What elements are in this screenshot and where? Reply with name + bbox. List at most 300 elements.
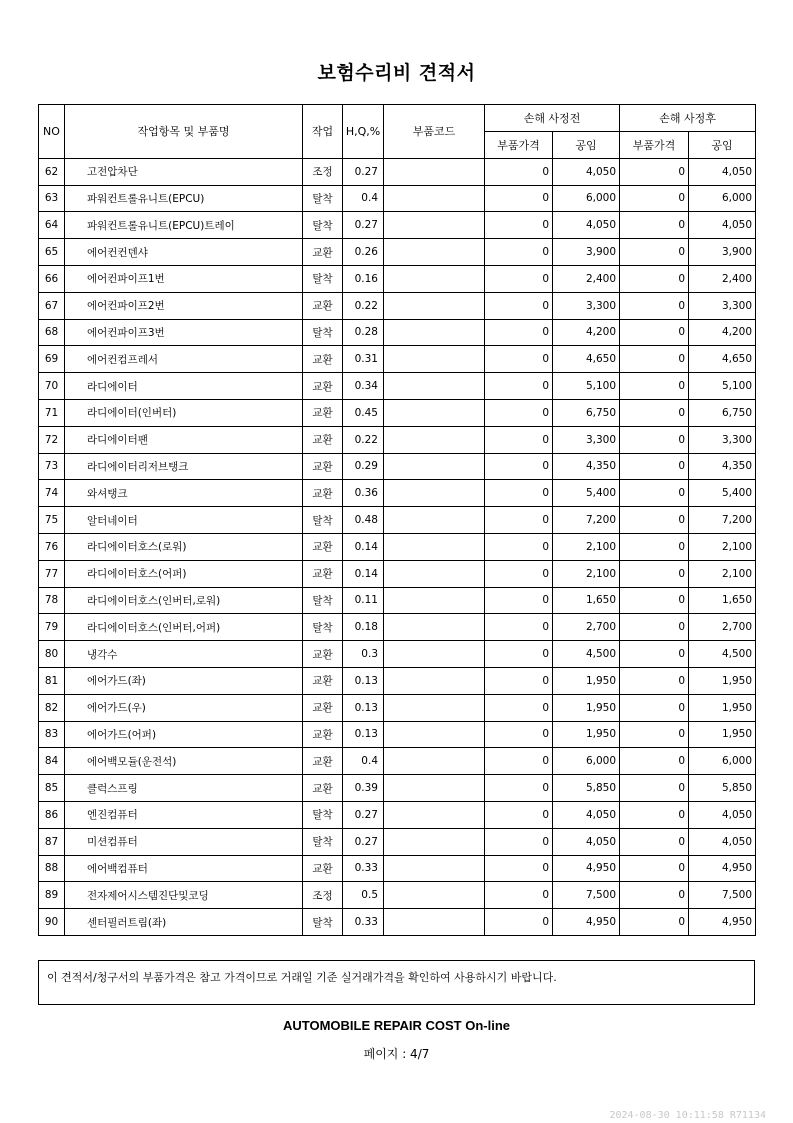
cell-after-part-price: 0 <box>620 453 689 480</box>
cell-work-type: 탈착 <box>303 185 343 212</box>
cell-work-type: 탈착 <box>303 801 343 828</box>
cell-work-type: 교환 <box>303 641 343 668</box>
cell-before-part-price: 0 <box>485 614 553 641</box>
cell-part-code <box>384 507 485 534</box>
table-row <box>39 587 756 614</box>
cell-item-name: 미션컴퓨터 <box>65 828 303 855</box>
cell-before-labor: 1,950 <box>553 721 620 748</box>
page-number: 페이지 : 4/7 <box>363 1047 430 1061</box>
cell-after-part-price: 0 <box>620 319 689 346</box>
cell-item-name: 에어컨컨덴샤 <box>65 239 303 266</box>
cell-hq: 0.16 <box>343 265 384 292</box>
cell-after-part-price: 0 <box>620 828 689 855</box>
cell-work-type: 교환 <box>303 399 343 426</box>
cell-before-labor: 5,100 <box>553 373 620 400</box>
cell-before-labor: 2,700 <box>553 614 620 641</box>
cell-hq: 0.27 <box>343 828 384 855</box>
cell-after-labor: 6,000 <box>689 185 756 212</box>
cell-part-code <box>384 265 485 292</box>
cell-after-part-price: 0 <box>620 909 689 936</box>
table-row <box>39 399 756 426</box>
cell-work-type: 교환 <box>303 667 343 694</box>
cell-hq: 0.26 <box>343 239 384 266</box>
cell-after-part-price: 0 <box>620 801 689 828</box>
header-hq: H,Q,% <box>343 105 384 159</box>
table-row <box>39 775 756 802</box>
header-after-part-price: 부품가격 <box>620 132 689 159</box>
cell-work-type: 교환 <box>303 533 343 560</box>
cell-hq: 0.13 <box>343 721 384 748</box>
cell-after-labor: 5,100 <box>689 373 756 400</box>
cell-before-part-price: 0 <box>485 319 553 346</box>
cell-before-part-price: 0 <box>485 507 553 534</box>
cell-hq: 0.45 <box>343 399 384 426</box>
cell-before-labor: 4,350 <box>553 453 620 480</box>
cell-before-labor: 3,300 <box>553 292 620 319</box>
cell-no: 89 <box>39 882 65 909</box>
cell-work-type: 탈착 <box>303 828 343 855</box>
cell-work-type: 교환 <box>303 775 343 802</box>
cell-part-code <box>384 185 485 212</box>
cell-before-labor: 7,500 <box>553 882 620 909</box>
cell-after-labor: 4,950 <box>689 909 756 936</box>
cell-after-part-price: 0 <box>620 775 689 802</box>
cell-after-labor: 3,300 <box>689 426 756 453</box>
cell-before-labor: 4,650 <box>553 346 620 373</box>
cell-before-labor: 3,300 <box>553 426 620 453</box>
table-row <box>39 373 756 400</box>
cell-item-name: 에어컨컴프레서 <box>65 346 303 373</box>
cell-no: 80 <box>39 641 65 668</box>
cell-no: 67 <box>39 292 65 319</box>
cell-before-part-price: 0 <box>485 909 553 936</box>
cell-no: 62 <box>39 158 65 185</box>
cell-hq: 0.4 <box>343 748 384 775</box>
cell-hq: 0.33 <box>343 855 384 882</box>
cell-before-part-price: 0 <box>485 399 553 426</box>
header-item: 작업항목 및 부품명 <box>65 105 303 159</box>
cell-no: 83 <box>39 721 65 748</box>
cell-before-labor: 4,500 <box>553 641 620 668</box>
cell-no: 68 <box>39 319 65 346</box>
cell-no: 79 <box>39 614 65 641</box>
cell-after-labor: 4,500 <box>689 641 756 668</box>
cell-hq: 0.33 <box>343 909 384 936</box>
cell-work-type: 조정 <box>303 882 343 909</box>
cell-before-part-price: 0 <box>485 292 553 319</box>
cell-work-type: 탈착 <box>303 587 343 614</box>
cell-item-name: 에어가드(어퍼) <box>65 721 303 748</box>
cell-no: 84 <box>39 748 65 775</box>
cell-no: 86 <box>39 801 65 828</box>
cell-before-labor: 1,950 <box>553 694 620 721</box>
cell-before-part-price: 0 <box>485 801 553 828</box>
cell-work-type: 탈착 <box>303 614 343 641</box>
cell-part-code <box>384 721 485 748</box>
cell-part-code <box>384 346 485 373</box>
table-row <box>39 882 756 909</box>
cell-part-code <box>384 158 485 185</box>
cell-hq: 0.27 <box>343 801 384 828</box>
cell-before-part-price: 0 <box>485 158 553 185</box>
table-row <box>39 560 756 587</box>
cell-hq: 0.39 <box>343 775 384 802</box>
cell-before-labor: 4,950 <box>553 855 620 882</box>
cell-no: 87 <box>39 828 65 855</box>
header-before-adjust: 손해 사정전 <box>485 105 620 132</box>
cell-after-labor: 2,400 <box>689 265 756 292</box>
cell-before-part-price: 0 <box>485 239 553 266</box>
cell-item-name: 에어컨파이프3번 <box>65 319 303 346</box>
cell-item-name: 라디에이터(인버터) <box>65 399 303 426</box>
table-row <box>39 346 756 373</box>
cell-no: 71 <box>39 399 65 426</box>
cell-no: 74 <box>39 480 65 507</box>
cell-work-type: 탈착 <box>303 909 343 936</box>
cell-item-name: 라디에이터팬 <box>65 426 303 453</box>
cell-before-part-price: 0 <box>485 828 553 855</box>
cell-part-code <box>384 292 485 319</box>
cell-item-name: 에어컨파이프1번 <box>65 265 303 292</box>
cell-after-labor: 2,100 <box>689 560 756 587</box>
cell-before-labor: 6,000 <box>553 748 620 775</box>
cell-no: 78 <box>39 587 65 614</box>
cell-after-part-price: 0 <box>620 373 689 400</box>
cell-work-type: 교환 <box>303 426 343 453</box>
cell-after-part-price: 0 <box>620 480 689 507</box>
table-row <box>39 185 756 212</box>
cell-after-labor: 4,350 <box>689 453 756 480</box>
cell-work-type: 교환 <box>303 855 343 882</box>
cell-before-part-price: 0 <box>485 748 553 775</box>
cell-hq: 0.29 <box>343 453 384 480</box>
cell-before-labor: 4,950 <box>553 909 620 936</box>
cell-hq: 0.13 <box>343 667 384 694</box>
table-row <box>39 801 756 828</box>
cell-hq: 0.14 <box>343 533 384 560</box>
cell-work-type: 교환 <box>303 453 343 480</box>
cell-after-labor: 4,200 <box>689 319 756 346</box>
cell-after-part-price: 0 <box>620 748 689 775</box>
cell-after-labor: 1,950 <box>689 667 756 694</box>
estimate-table <box>38 104 756 936</box>
cell-item-name: 냉각수 <box>65 641 303 668</box>
cell-no: 72 <box>39 426 65 453</box>
cell-before-part-price: 0 <box>485 587 553 614</box>
cell-before-part-price: 0 <box>485 667 553 694</box>
cell-hq: 0.22 <box>343 426 384 453</box>
cell-after-labor: 4,050 <box>689 158 756 185</box>
cell-before-labor: 4,050 <box>553 801 620 828</box>
cell-part-code <box>384 319 485 346</box>
cell-before-part-price: 0 <box>485 775 553 802</box>
cell-no: 77 <box>39 560 65 587</box>
header-no: NO <box>39 105 65 159</box>
cell-before-part-price: 0 <box>485 480 553 507</box>
cell-before-labor: 1,650 <box>553 587 620 614</box>
cell-after-labor: 3,900 <box>689 239 756 266</box>
cell-work-type: 교환 <box>303 748 343 775</box>
cell-part-code <box>384 239 485 266</box>
cell-after-part-price: 0 <box>620 855 689 882</box>
cell-item-name: 알터네이터 <box>65 507 303 534</box>
cell-hq: 0.18 <box>343 614 384 641</box>
cell-item-name: 센터필러트림(좌) <box>65 909 303 936</box>
cell-after-labor: 4,050 <box>689 801 756 828</box>
cell-hq: 0.28 <box>343 319 384 346</box>
cell-before-labor: 4,050 <box>553 212 620 239</box>
cell-after-labor: 7,500 <box>689 882 756 909</box>
cell-before-part-price: 0 <box>485 265 553 292</box>
cell-no: 76 <box>39 533 65 560</box>
cell-after-part-price: 0 <box>620 239 689 266</box>
document-title: 보험수리비 견적서 <box>317 62 476 84</box>
cell-after-labor: 5,850 <box>689 775 756 802</box>
cell-before-labor: 1,950 <box>553 667 620 694</box>
table-row <box>39 694 756 721</box>
cell-before-labor: 2,100 <box>553 560 620 587</box>
cell-hq: 0.36 <box>343 480 384 507</box>
cell-item-name: 에어백모듈(운전석) <box>65 748 303 775</box>
cell-part-code <box>384 533 485 560</box>
cell-work-type: 교환 <box>303 480 343 507</box>
table-row <box>39 426 756 453</box>
cell-item-name: 라디에이터호스(인버터,어퍼) <box>65 614 303 641</box>
cell-item-name: 라디에이터리저브탱크 <box>65 453 303 480</box>
table-row <box>39 641 756 668</box>
cell-before-part-price: 0 <box>485 346 553 373</box>
table-row <box>39 721 756 748</box>
cell-after-part-price: 0 <box>620 560 689 587</box>
cell-work-type: 탈착 <box>303 265 343 292</box>
cell-after-labor: 2,700 <box>689 614 756 641</box>
cell-part-code <box>384 426 485 453</box>
cell-after-part-price: 0 <box>620 399 689 426</box>
cell-after-labor: 7,200 <box>689 507 756 534</box>
cell-after-part-price: 0 <box>620 882 689 909</box>
cell-after-part-price: 0 <box>620 507 689 534</box>
cell-item-name: 고전압차단 <box>65 158 303 185</box>
table-row <box>39 855 756 882</box>
cell-before-labor: 2,400 <box>553 265 620 292</box>
table-row <box>39 748 756 775</box>
cell-work-type: 교환 <box>303 292 343 319</box>
cell-after-labor: 4,050 <box>689 212 756 239</box>
table-row <box>39 909 756 936</box>
cell-before-part-price: 0 <box>485 641 553 668</box>
cell-part-code <box>384 399 485 426</box>
cell-no: 63 <box>39 185 65 212</box>
cell-before-labor: 6,000 <box>553 185 620 212</box>
cell-before-labor: 4,050 <box>553 158 620 185</box>
cell-before-labor: 2,100 <box>553 533 620 560</box>
cell-work-type: 조정 <box>303 158 343 185</box>
cell-hq: 0.34 <box>343 373 384 400</box>
cell-before-part-price: 0 <box>485 882 553 909</box>
cell-after-part-price: 0 <box>620 292 689 319</box>
cell-after-labor: 1,950 <box>689 721 756 748</box>
table-row <box>39 453 756 480</box>
cell-after-part-price: 0 <box>620 533 689 560</box>
cell-hq: 0.27 <box>343 212 384 239</box>
cell-before-labor: 7,200 <box>553 507 620 534</box>
table-row <box>39 667 756 694</box>
cell-item-name: 에어백컴퓨터 <box>65 855 303 882</box>
cell-part-code <box>384 212 485 239</box>
cell-part-code <box>384 560 485 587</box>
cell-item-name: 클럭스프링 <box>65 775 303 802</box>
cell-part-code <box>384 641 485 668</box>
cell-after-part-price: 0 <box>620 614 689 641</box>
cell-work-type: 교환 <box>303 560 343 587</box>
table-row <box>39 265 756 292</box>
cell-part-code <box>384 775 485 802</box>
cell-item-name: 라디에이터 <box>65 373 303 400</box>
cell-work-type: 탈착 <box>303 507 343 534</box>
cell-part-code <box>384 882 485 909</box>
cell-after-part-price: 0 <box>620 721 689 748</box>
cell-no: 73 <box>39 453 65 480</box>
cell-hq: 0.5 <box>343 882 384 909</box>
cell-part-code <box>384 480 485 507</box>
cell-after-part-price: 0 <box>620 426 689 453</box>
cell-before-part-price: 0 <box>485 426 553 453</box>
cell-no: 64 <box>39 212 65 239</box>
cell-before-part-price: 0 <box>485 560 553 587</box>
cell-no: 82 <box>39 694 65 721</box>
table-row <box>39 480 756 507</box>
cell-before-part-price: 0 <box>485 533 553 560</box>
cell-part-code <box>384 801 485 828</box>
cell-after-labor: 6,750 <box>689 399 756 426</box>
cell-after-part-price: 0 <box>620 158 689 185</box>
cell-part-code <box>384 614 485 641</box>
cell-no: 81 <box>39 667 65 694</box>
cell-work-type: 탈착 <box>303 212 343 239</box>
cell-work-type: 교환 <box>303 721 343 748</box>
cell-part-code <box>384 373 485 400</box>
table-row <box>39 239 756 266</box>
cell-before-labor: 6,750 <box>553 399 620 426</box>
cell-item-name: 에어가드(우) <box>65 694 303 721</box>
cell-work-type: 교환 <box>303 239 343 266</box>
table-row <box>39 533 756 560</box>
table-row <box>39 614 756 641</box>
cell-item-name: 라디에이터호스(어퍼) <box>65 560 303 587</box>
cell-no: 88 <box>39 855 65 882</box>
cell-after-labor: 1,950 <box>689 694 756 721</box>
cell-part-code <box>384 909 485 936</box>
cell-after-part-price: 0 <box>620 694 689 721</box>
cell-before-part-price: 0 <box>485 694 553 721</box>
footer-title: AUTOMOBILE REPAIR COST On-line <box>282 1018 511 1033</box>
table-row <box>39 319 756 346</box>
cell-after-part-price: 0 <box>620 346 689 373</box>
cell-before-labor: 4,200 <box>553 319 620 346</box>
price-notice: 이 견적서/청구서의 부품가격은 참고 가격이므로 거래일 기준 실거래가격을 확인하여 사용하시기 바랍니다. <box>38 960 755 1005</box>
cell-after-part-price: 0 <box>620 212 689 239</box>
cell-before-labor: 5,400 <box>553 480 620 507</box>
cell-item-name: 전자제어시스템진단및코딩 <box>65 882 303 909</box>
cell-hq: 0.13 <box>343 694 384 721</box>
cell-before-labor: 3,900 <box>553 239 620 266</box>
cell-item-name: 엔진컴퓨터 <box>65 801 303 828</box>
cell-before-part-price: 0 <box>485 373 553 400</box>
cell-hq: 0.22 <box>343 292 384 319</box>
header-before-labor: 공임 <box>553 132 620 159</box>
cell-item-name: 라디에이터호스(인버터,로워) <box>65 587 303 614</box>
cell-before-labor: 4,050 <box>553 828 620 855</box>
cell-no: 65 <box>39 239 65 266</box>
table-row <box>39 828 756 855</box>
table-row <box>39 292 756 319</box>
cell-before-labor: 5,850 <box>553 775 620 802</box>
cell-after-part-price: 0 <box>620 587 689 614</box>
table-row <box>39 507 756 534</box>
cell-item-name: 라디에이터호스(로워) <box>65 533 303 560</box>
cell-before-part-price: 0 <box>485 185 553 212</box>
print-timestamp: 2024-08-30 10:11:58 R71134 <box>609 1110 766 1121</box>
cell-work-type: 교환 <box>303 694 343 721</box>
header-after-adjust: 손해 사정후 <box>620 105 756 132</box>
cell-before-part-price: 0 <box>485 453 553 480</box>
cell-hq: 0.14 <box>343 560 384 587</box>
cell-part-code <box>384 855 485 882</box>
cell-work-type: 교환 <box>303 373 343 400</box>
cell-after-labor: 1,650 <box>689 587 756 614</box>
cell-hq: 0.27 <box>343 158 384 185</box>
cell-before-part-price: 0 <box>485 212 553 239</box>
cell-work-type: 탈착 <box>303 319 343 346</box>
cell-no: 70 <box>39 373 65 400</box>
header-before-part-price: 부품가격 <box>485 132 553 159</box>
cell-after-labor: 4,050 <box>689 828 756 855</box>
cell-after-part-price: 0 <box>620 185 689 212</box>
cell-part-code <box>384 748 485 775</box>
cell-part-code <box>384 694 485 721</box>
cell-no: 66 <box>39 265 65 292</box>
table-row <box>39 212 756 239</box>
cell-no: 90 <box>39 909 65 936</box>
cell-after-labor: 2,100 <box>689 533 756 560</box>
cell-no: 75 <box>39 507 65 534</box>
cell-before-part-price: 0 <box>485 721 553 748</box>
cell-part-code <box>384 587 485 614</box>
cell-before-part-price: 0 <box>485 855 553 882</box>
cell-no: 85 <box>39 775 65 802</box>
cell-hq: 0.48 <box>343 507 384 534</box>
cell-item-name: 와셔탱크 <box>65 480 303 507</box>
cell-after-part-price: 0 <box>620 667 689 694</box>
header-part-code: 부품코드 <box>384 105 485 159</box>
cell-after-labor: 5,400 <box>689 480 756 507</box>
cell-part-code <box>384 453 485 480</box>
cell-hq: 0.3 <box>343 641 384 668</box>
cell-part-code <box>384 667 485 694</box>
cell-after-labor: 4,950 <box>689 855 756 882</box>
cell-item-name: 파워컨트롤유니트(EPCU)트레이 <box>65 212 303 239</box>
table-row <box>39 158 756 185</box>
cell-after-labor: 3,300 <box>689 292 756 319</box>
cell-after-part-price: 0 <box>620 641 689 668</box>
cell-part-code <box>384 828 485 855</box>
cell-hq: 0.4 <box>343 185 384 212</box>
cell-hq: 0.31 <box>343 346 384 373</box>
cell-after-labor: 4,650 <box>689 346 756 373</box>
header-after-labor: 공임 <box>689 132 756 159</box>
cell-item-name: 에어가드(좌) <box>65 667 303 694</box>
cell-after-part-price: 0 <box>620 265 689 292</box>
